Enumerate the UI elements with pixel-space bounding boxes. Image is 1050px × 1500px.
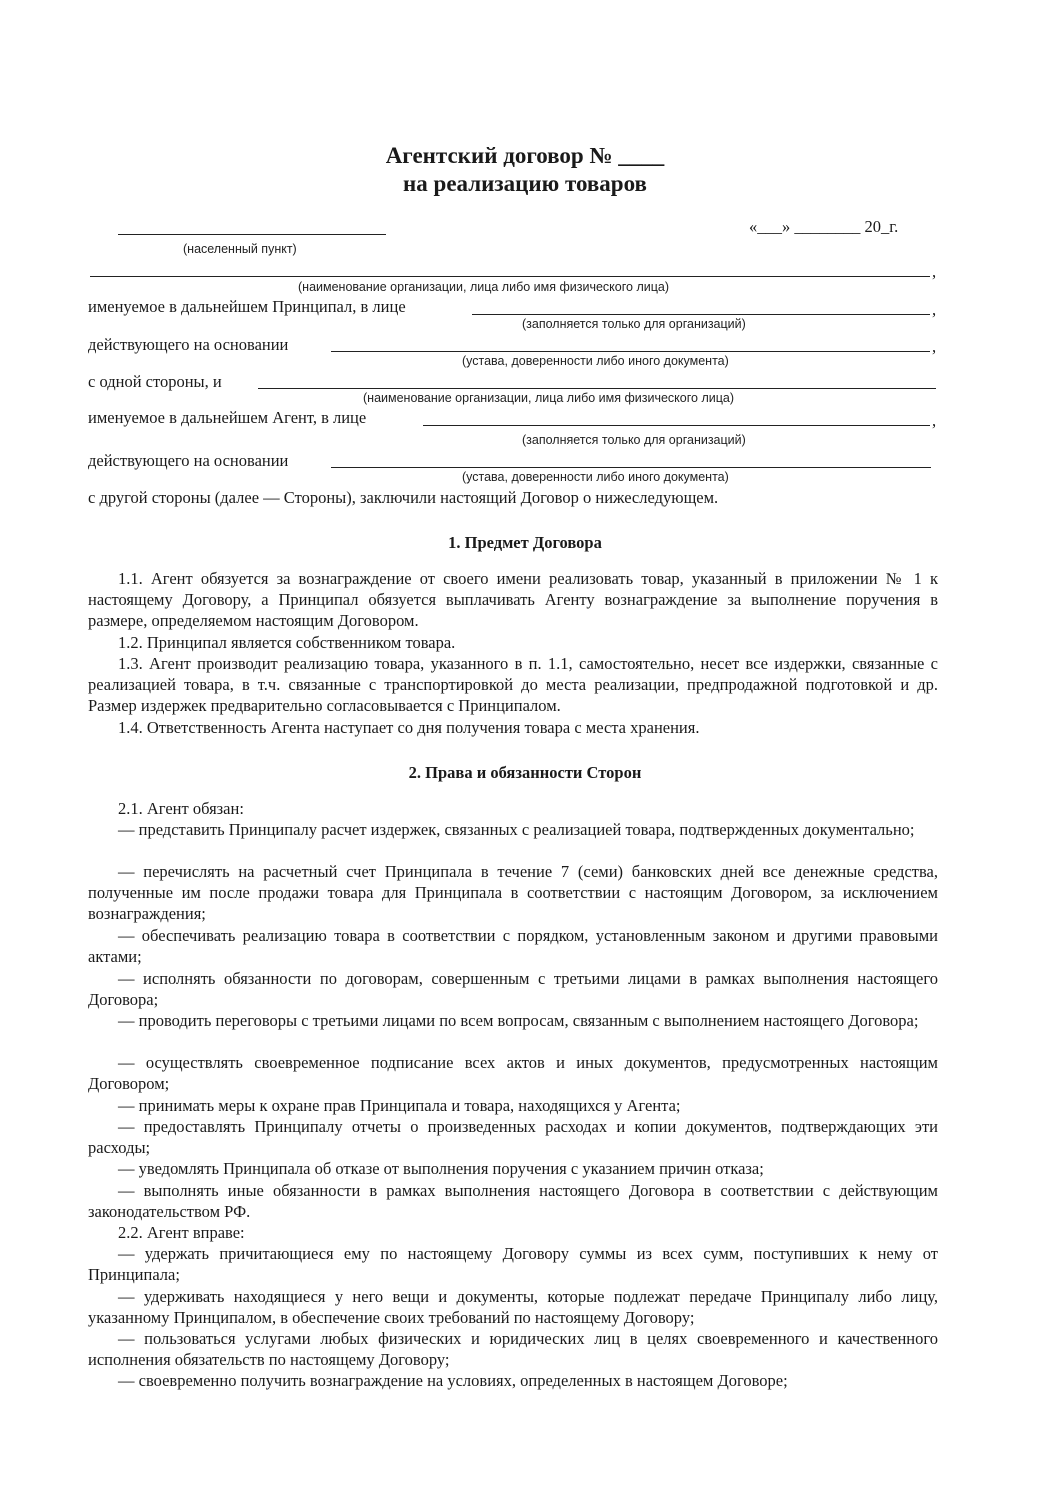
- principal-name-caption: (наименование организации, лица либо имя физического лица): [298, 280, 669, 294]
- agent-basis-line: действующего на основании: [88, 451, 289, 470]
- principal-basis-blank: [331, 351, 930, 352]
- contract-title: Агентский договор № ____: [385, 143, 665, 168]
- agent-name-blank: [258, 388, 936, 389]
- agent-duty-5: — проводить переговоры с третьими лицами по всем вопросам, связанным с выполнением настоящего Договора;: [118, 1011, 919, 1030]
- comma: ,: [932, 262, 937, 281]
- principal-basis-line: действующего на основании: [88, 335, 289, 354]
- clause-2-2: 2.2. Агент вправе:: [118, 1223, 245, 1242]
- agent-basis-blank: [331, 467, 931, 468]
- agent-rep-blank: [423, 425, 930, 426]
- agent-line: именуемое в дальнейшем Агент, в лице: [88, 408, 367, 427]
- principal-line: именуемое в дальнейшем Принципал, в лице: [88, 297, 406, 316]
- clause-1-2: 1.2. Принципал является собственником товара.: [118, 633, 456, 652]
- agent-duty-2: — перечислять на расчетный счет Принципала в течение 7 (семи) банковских дней все денежные средства, полученные им после продажи товара для Принципала в соответствии с настоящим Договором, за исключением вознаграждения;: [88, 862, 938, 924]
- section-2-title: 2. Права и обязанности Сторон: [408, 763, 642, 782]
- comma: ,: [932, 337, 937, 356]
- clause-1-4: 1.4. Ответственность Агента наступает со дня получения товара с места хранения.: [118, 718, 700, 737]
- contract-subtitle: на реализацию товаров: [403, 171, 647, 196]
- agent-duty-1: — представить Принципалу расчет издержек, связанных с реализацией товара, подтвержденных документально;: [118, 820, 915, 839]
- agent-rep-caption: (заполняется только для организаций): [522, 433, 746, 447]
- principal-rep-caption: (заполняется только для организаций): [522, 317, 746, 331]
- settlement-blank: [118, 234, 386, 235]
- comma: ,: [932, 300, 937, 319]
- agent-duty-8: — предоставлять Принципалу отчеты о произведенных расходах и копии документов, подтверждающих эти расходы;: [88, 1117, 938, 1158]
- agent-duty-10: — выполнять иные обязанности в рамках выполнения настоящего Договора в соответствии с действующим законодательством РФ.: [88, 1181, 938, 1222]
- other-side-line: с другой стороны (далее — Стороны), заключили настоящий Договор о нижеследующем.: [88, 488, 719, 507]
- clause-1-3: 1.3. Агент производит реализацию товара, указанного в п. 1.1, самостоятельно, несет все издержки, связанные с реализацией товара, в т.ч. связанные с транспортировкой до места реализации, предпродажной подготовкой и др. Размер издержек предварительно согласовывается с Принципалом.: [88, 654, 938, 716]
- comma: ,: [932, 411, 937, 430]
- agent-basis-caption: (устава, доверенности либо иного документа): [462, 470, 729, 484]
- agent-right-4: — своевременно получить вознаграждение на условиях, определенных в настоящем Договоре;: [118, 1371, 788, 1390]
- agent-duty-7: — принимать меры к охране прав Принципала и товара, находящихся у Агента;: [118, 1096, 681, 1115]
- agent-duty-6: — осуществлять своевременное подписание всех актов и иных документов, предусмотренных настоящим Договором;: [88, 1053, 938, 1094]
- agent-name-caption: (наименование организации, лица либо имя физического лица): [363, 391, 734, 405]
- principal-name-blank: [90, 276, 930, 277]
- agent-right-2: — удерживать находящиеся у него вещи и документы, которые подлежат передаче Принципалу либо лицу, указанному Принципалом, в обеспечение своих требований по настоящему Договору;: [88, 1287, 938, 1328]
- clause-1-1: 1.1. Агент обязуется за вознаграждение от своего имени реализовать товар, указанный в приложении № 1 к настоящему Договору, а Принципал обязуется выплачивать Агенту вознаграждение за выполнение поручения в размере, определяемом настоящим Договором.: [88, 569, 938, 631]
- agent-duty-4: — исполнять обязанности по договорам, совершенным с третьими лицами в рамках выполнения настоящего Договора;: [88, 969, 938, 1010]
- settlement-caption: (населенный пункт): [183, 242, 297, 256]
- agent-duty-9: — уведомлять Принципала об отказе от выполнения поручения с указанием причин отказа;: [118, 1159, 764, 1178]
- principal-basis-caption: (устава, доверенности либо иного документа): [462, 354, 729, 368]
- agent-right-1: — удержать причитающиеся ему по настоящему Договору суммы из всех сумм, поступивших к нему от Принципала;: [88, 1244, 938, 1285]
- principal-rep-blank: [472, 314, 930, 315]
- section-1-title: 1. Предмет Договора: [448, 533, 602, 552]
- one-side-line: с одной стороны, и: [88, 372, 222, 391]
- date-field: «___» ________ 20_г.: [749, 217, 899, 236]
- clause-2-1: 2.1. Агент обязан:: [118, 799, 244, 818]
- agent-right-3: — пользоваться услугами любых физических и юридических лиц в целях своевременного и качественного исполнения обязательств по настоящему Договору;: [88, 1329, 938, 1370]
- agent-duty-3: — обеспечивать реализацию товара в соответствии с порядком, установленным законом и другими правовыми актами;: [88, 926, 938, 967]
